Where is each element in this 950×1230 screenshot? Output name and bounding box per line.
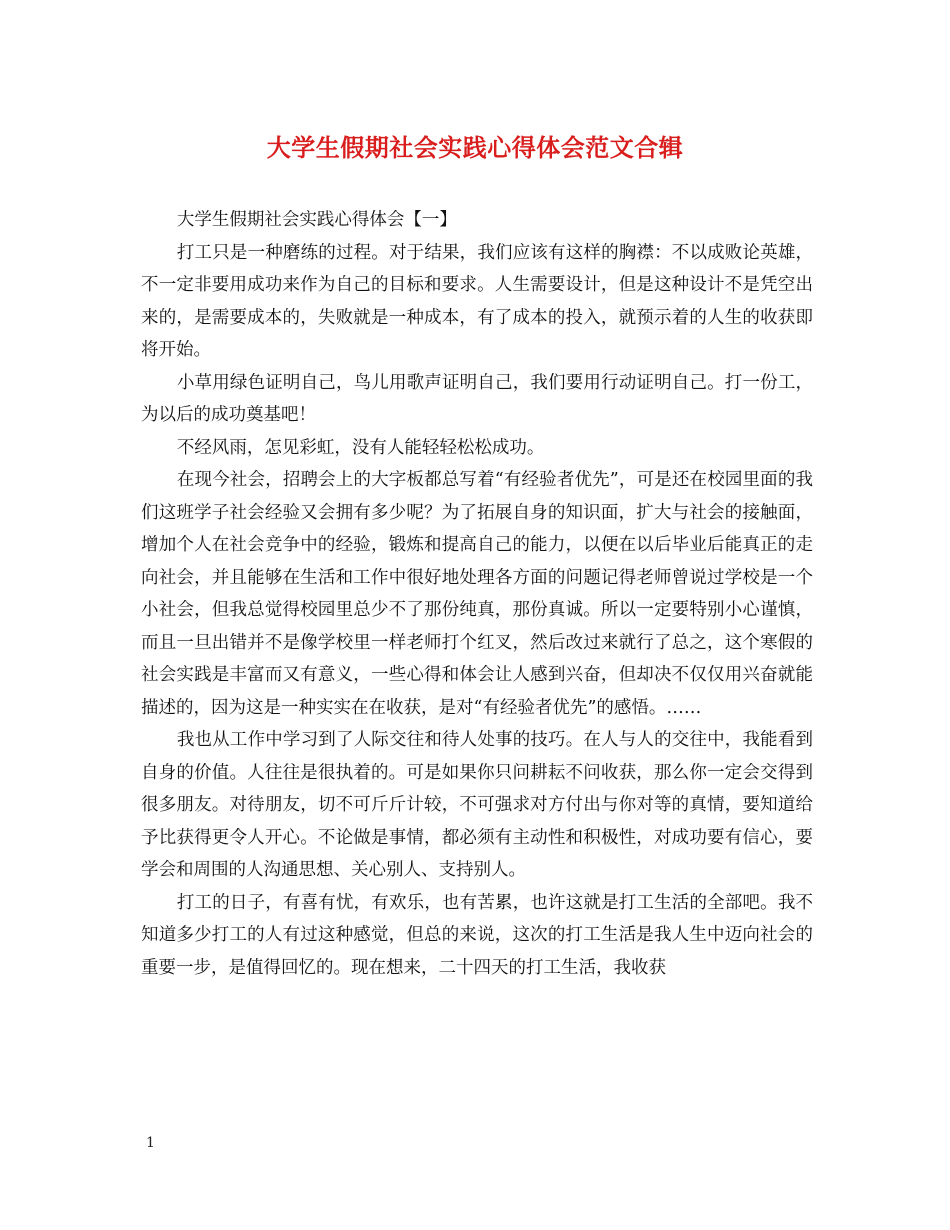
section-heading: 大学生假期社会实践心得体会【一】 — [176, 210, 457, 230]
document-body — [141, 204, 813, 984]
paragraph-4: 在现今社会，招聘会上的大字板都总写着“有经验者优先”，可是还在校园里面的我们这班学子社会经验又会拥有多少呢？为了拓展自身的知识面，扩大与社会的接触面，增加个人在社会竞争中的经验，锻炼和提高自己的能力，以便在以后毕业后能真正的走向社会，并且能够在生活和工作中很好地处理各方面的问题记得老师曾说过学校是一个小社会，但我总觉得校园里总少不了那份纯真，那份真诚。所以一定要特别小心谨慎，而且一旦出错并不是像学校里一样老师打个红叉，然后改过来就行了总之，这个寒假的社会实践是丰富而又有意义，一些心得和体会让人感到兴奋，但却决不仅仅用兴奋就能描述的，因为这是一种实实在在收获，是对“有经验者优先”的感悟。…… — [141, 470, 813, 718]
paragraph-2: 小草用绿色证明自己，鸟儿用歌声证明自己，我们要用行动证明自己。打一份工，为以后的成功奠基吧！ — [141, 372, 813, 425]
paragraph-3: 不经风雨，怎见彩虹，没有人能轻轻松松成功。 — [176, 437, 545, 458]
paragraph-6: 打工的日子，有喜有忧，有欢乐，也有苦累，也许这就是打工生活的全部吧。我不知道多少打工的人有过这种感觉，但总的来说，这次的打工生活是我人生中迈向社会的重要一步，是值得回忆的。现在想来，二十四天的打工生活，我收获 — [141, 892, 813, 978]
document-title: 大学生假期社会实践心得体会范文合辑 — [266, 133, 684, 162]
paragraph-1: 打工只是一种磨练的过程。对于结果，我们应该有这样的胸襟：不以成败论英雄，不一定非要用成功来作为自己的目标和要求。人生需要设计，但是这种设计不是凭空出来的，是需要成本的，失败就是一种成本，有了成本的投入，就预示着的人生的收获即将开始。 — [141, 242, 813, 360]
page-number: 1 — [146, 1135, 155, 1151]
paragraph-5: 我也从工作中学习到了人际交往和待人处事的技巧。在人与人的交往中，我能看到自身的价值。人往往是很执着的。可是如果你只问耕耘不问收获，那么你一定会交得到很多朋友。对待朋友，切不可斤斤计较，不可强求对方付出与你对等的真情，要知道给予比获得更令人开心。不论做是事情，都必须有主动性和积极性，对成功要有信心，要学会和周围的人沟通思想、关心别人、支持别人。 — [141, 730, 813, 880]
